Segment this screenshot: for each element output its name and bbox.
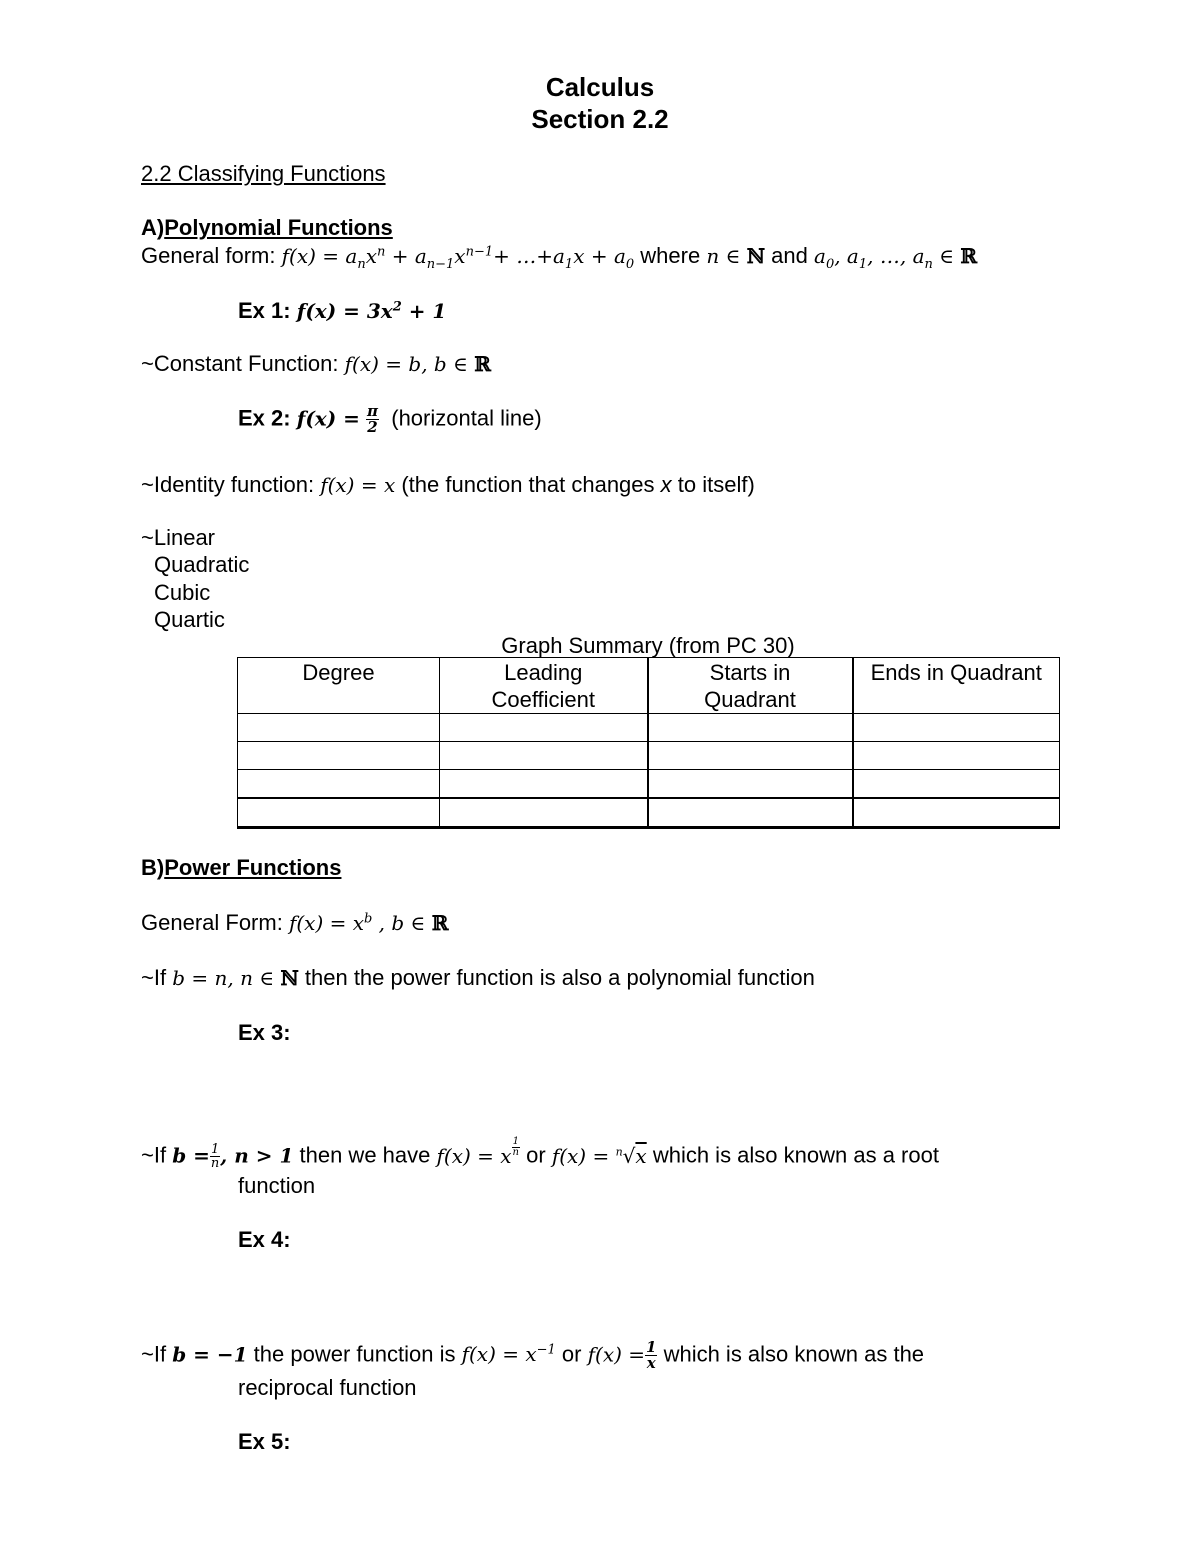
or-text-1: or <box>526 1142 546 1168</box>
table-cell[interactable] <box>440 798 648 828</box>
table-cell[interactable] <box>440 770 648 799</box>
power-general-form-label: General Form: <box>141 910 283 935</box>
and-text: and <box>771 243 808 268</box>
table-cell[interactable] <box>853 770 1060 799</box>
table-cell[interactable] <box>853 798 1060 828</box>
polynomial-formula: $f(x) = a_nx^n + a_{n-1}x^{n-1}+$ $\dots+a_1x + a_0$ <box>281 244 635 272</box>
table-row <box>238 798 1060 828</box>
if2-condition: b = <box>172 1143 210 1168</box>
if2-suffix: which is also known as a root <box>652 1142 939 1168</box>
n-in-naturals: n ∈ ℕ <box>706 244 766 268</box>
power-case-reciprocal <box>141 1340 924 1371</box>
reciprocal-fraction-formula: f(x) = <box>587 1342 646 1367</box>
if1-prefix: ~If <box>141 965 167 990</box>
polynomial-general-form <box>141 243 977 272</box>
degree-list-item: Quadratic <box>154 552 250 577</box>
ex3-label: Ex 3: <box>238 1020 291 1045</box>
header-ends-in-quadrant: Ends in Quadrant <box>853 658 1060 714</box>
header-degree: Degree <box>238 658 440 714</box>
degree-list-item: ~Linear <box>141 525 216 550</box>
document-subtitle: Section 2.2 <box>531 104 669 134</box>
table-caption: Graph Summary (from PC 30) <box>501 633 795 658</box>
degree-list-item: Quartic <box>154 607 225 632</box>
if1-condition: b = n, n ∈ ℕ <box>172 966 299 990</box>
table-cell[interactable] <box>853 714 1060 742</box>
identity-formula: f(x) = x <box>320 473 396 497</box>
ex2-label: Ex 2: <box>238 405 291 431</box>
document-title: Calculus <box>545 72 655 102</box>
degree-list-item: Cubic <box>154 580 211 605</box>
one-over-n-fraction: $\frac{1}{n}$ <box>210 1142 220 1172</box>
table-row <box>238 770 1060 799</box>
if1-suffix: then the power function is also a polynomial function <box>304 965 815 990</box>
identity-note-1: (the function that changes <box>401 472 655 497</box>
table-cell[interactable] <box>648 742 853 770</box>
reciprocal-power-formula: $f(x) = x^{-1}$ <box>461 1342 556 1367</box>
header-leading-coefficient: Leading Coefficient <box>440 658 648 714</box>
root-radical-formula: f(x) = $^n$√x <box>551 1143 647 1168</box>
graph-summary-table <box>237 657 1060 829</box>
part-b-label: B) <box>141 855 165 880</box>
coefficients-in-reals: $a_0$, $a_1$, …, $a_n$ ∈ ℝ <box>814 244 978 272</box>
if2-continuation: function <box>238 1173 316 1198</box>
table-cell[interactable] <box>853 742 1060 770</box>
if3-condition: b = −1 <box>172 1342 248 1367</box>
if3-continuation: reciprocal function <box>238 1375 417 1400</box>
ex1-formula: $f(x) = 3x^2 + 1$ <box>296 299 447 323</box>
root-power-formula: f(x) = x $^{\frac{1}{n}}$ <box>436 1136 519 1168</box>
constant-label: ~Constant Function: <box>141 351 339 376</box>
where-text: where <box>640 243 701 268</box>
power-case-root: ~If b = $\frac{1}{n}$ , n > 1 then we have f(x) = x $^{\frac{1}{n}}$ or f(x) = $^n$√x which is also known as a root <box>141 1136 939 1172</box>
if2-prefix: ~If <box>141 1142 167 1168</box>
section-heading: 2.2 Classifying Functions <box>141 161 386 186</box>
identity-note-2: to itself) <box>677 472 755 497</box>
pi-over-2-fraction: $\frac{\pi}{2}$ <box>367 402 379 436</box>
ex2-formula: f(x) = <box>296 406 360 431</box>
table-cell[interactable] <box>238 798 440 828</box>
constant-formula: f(x) = b, b ∈ ℝ <box>344 352 491 376</box>
ex5-label: Ex 5: <box>238 1429 291 1454</box>
one-over-x-fraction: $\frac{1}{x}$ <box>646 1338 657 1372</box>
general-form-label: General form: <box>141 243 276 268</box>
part-a-heading <box>141 215 393 241</box>
table-cell[interactable] <box>238 742 440 770</box>
constant-function <box>141 351 491 377</box>
table-cell[interactable] <box>238 714 440 742</box>
if3-mid: the power function is <box>253 1341 456 1367</box>
if3-suffix: which is also known as the <box>663 1341 925 1367</box>
table-cell[interactable] <box>648 798 853 828</box>
ex2-note: (horizontal line) <box>391 405 542 431</box>
part-a-label: A) <box>141 215 165 240</box>
table-row <box>238 714 1060 742</box>
table-cell[interactable] <box>648 714 853 742</box>
identity-note-x: x <box>660 472 672 497</box>
power-formula: $f(x) = x^b$ , b ∈ ℝ <box>288 911 449 935</box>
example-2 <box>238 404 542 435</box>
ex4-label: Ex 4: <box>238 1227 291 1252</box>
or-text-2: or <box>561 1341 582 1367</box>
header-starts-in-quadrant: Starts in Quadrant <box>648 658 853 714</box>
power-case-polynomial <box>141 965 815 991</box>
part-a-title: Polynomial Functions <box>164 215 393 240</box>
power-general-form <box>141 910 448 936</box>
table-cell[interactable] <box>440 714 648 742</box>
ex1-label: Ex 1: <box>238 298 291 323</box>
table-cell[interactable] <box>440 742 648 770</box>
table-cell[interactable] <box>238 770 440 799</box>
part-b-heading <box>141 855 341 881</box>
table-cell[interactable] <box>648 770 853 799</box>
if2-mid: then we have <box>299 1142 431 1168</box>
identity-label: ~Identity function: <box>141 472 315 497</box>
if3-prefix: ~If <box>141 1341 167 1367</box>
table-header-row <box>238 658 1060 714</box>
example-1 <box>238 298 446 324</box>
part-b-title: Power Functions <box>164 855 342 880</box>
identity-function <box>141 472 755 498</box>
table-row <box>238 742 1060 770</box>
